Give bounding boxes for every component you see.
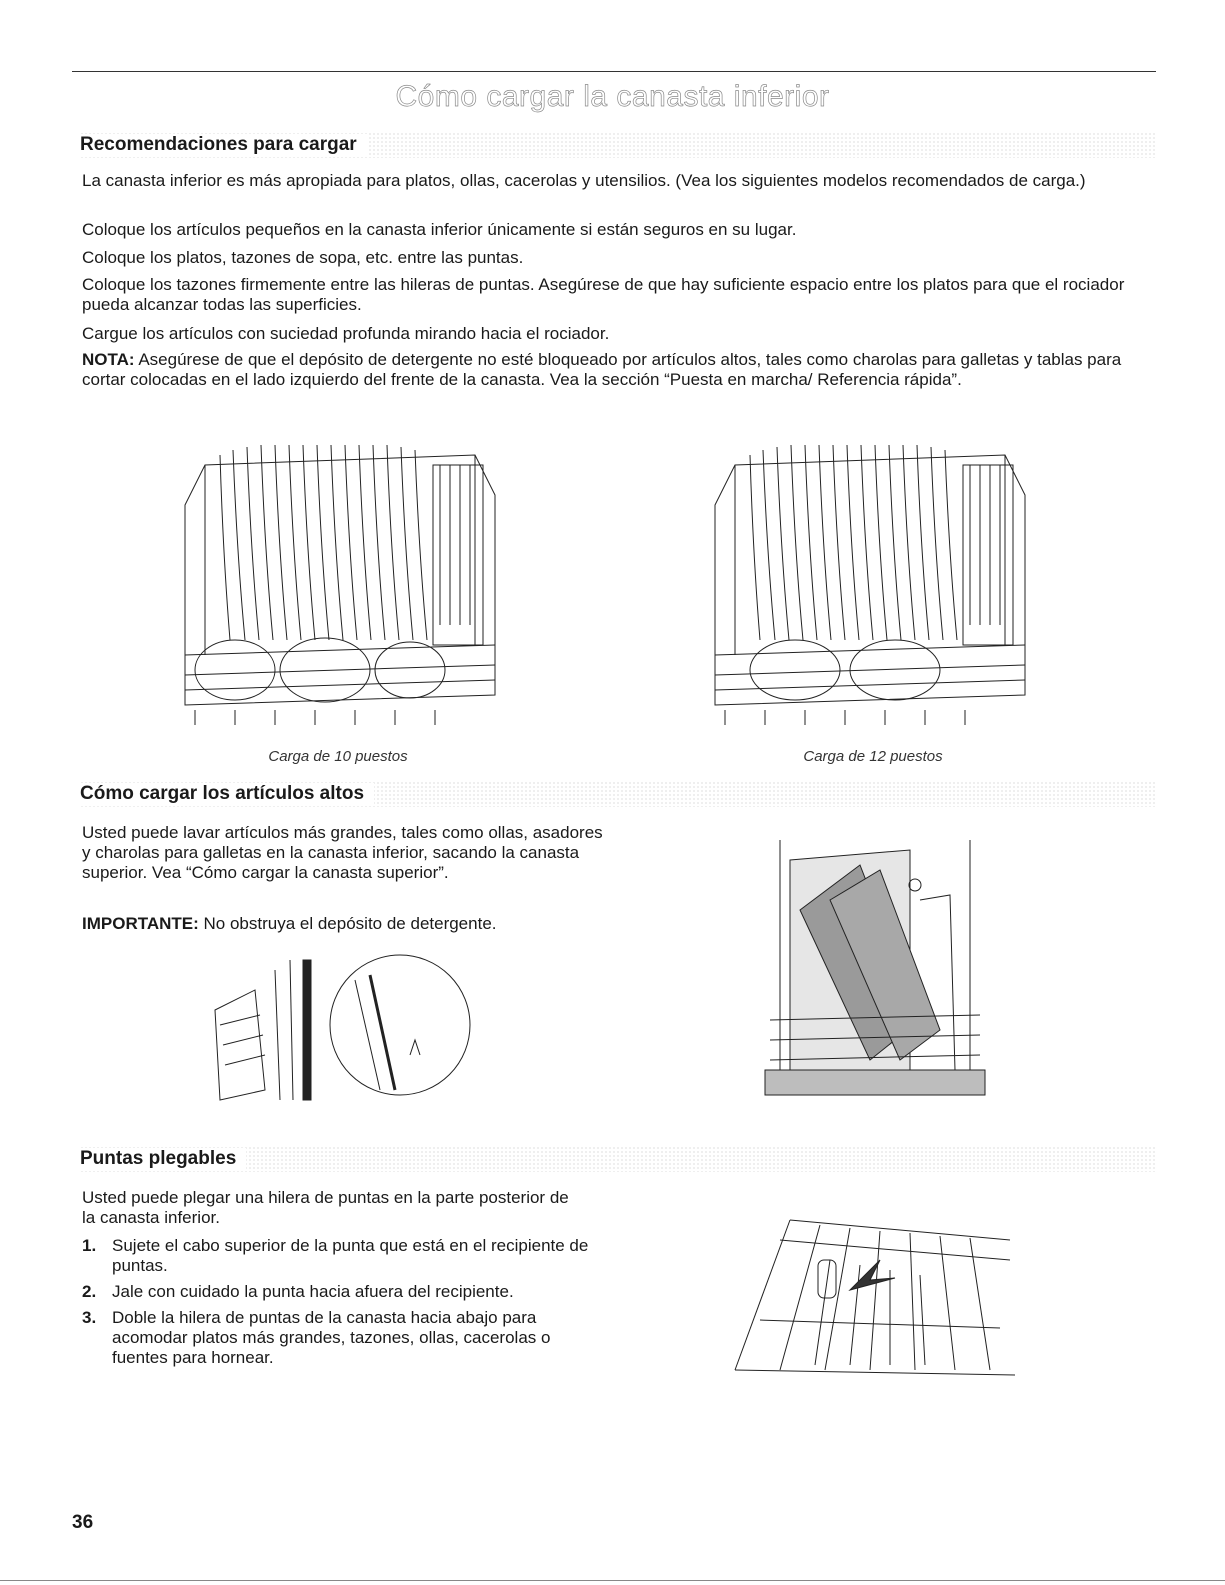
figure-caption: Carga de 10 puestos [268,748,408,765]
page-number: 36 [72,1512,94,1533]
step-text: Sujete el cabo superior de la punta que está en el recipiente de puntas. [112,1236,589,1275]
step-text: Jale con cuidado la punta hacia afuera del recipiente. [112,1282,514,1301]
list-item [82,1236,602,1276]
detergent-dispenser-illustration [205,950,495,1110]
step-number: 3. [82,1308,97,1327]
paragraph: Usted puede lavar artículos más grandes, tales como ollas, asadores y charolas para galletas en la canasta inferior, sacando la canasta superior. Vea “Cómo cargar la canasta superior”. [82,823,603,882]
steps-list [82,1236,602,1374]
list-item [82,1308,602,1368]
bottom-rule [0,1580,1225,1581]
section-heading-fold-down-tines [80,1146,1156,1172]
important-text: No obstruya el depósito de detergente. [198,914,497,933]
important-label: IMPORTANTE: [82,914,199,933]
paragraph: Cargue los artículos con suciedad profunda mirando hacia el rociador. [82,324,610,343]
step-text: Doble la hilera de puntas de la canasta hacia abajo para acomodar platos más grandes, tazones, ollas, cacerolas o fuentes para hornear. [112,1308,551,1367]
note-text: Asegúrese de que el depósito de detergente no esté bloqueado por artículos altos, tales como charolas para galletas y tablas para cortar colocadas en el lado izquierdo del frente de la canasta. Vea la sección “Puesta en marcha/ Referencia rápida”. [82,350,1122,389]
figure-caption: Carga de 12 puestos [803,748,943,765]
top-rule [72,71,1156,72]
note-label: NOTA: [82,350,135,369]
paragraph: La canasta inferior es más apropiada para platos, ollas, cacerolas y utensilios. (Vea los siguientes modelos recomendados de carga.) [82,171,1086,190]
section-heading-loading-tips [80,132,1156,158]
fold-tines-illustration [730,1200,1020,1380]
section-heading-label: Puntas plegables [80,1148,246,1169]
page-title: Cómo cargar la canasta inferior [395,80,830,113]
section-heading-label: Recomendaciones para cargar [80,134,367,155]
rack-12-place-illustration [705,425,1035,735]
important-paragraph [82,914,612,934]
section-heading-tall-items [80,781,1156,807]
step-number: 2. [82,1282,97,1301]
paragraph: Coloque los artículos pequeños en la canasta inferior únicamente si están seguros en su lugar. [82,220,797,239]
note-paragraph [82,350,1142,390]
rack-10-place-illustration [175,425,505,735]
paragraph: Usted puede plegar una hilera de puntas en la parte posterior de la canasta inferior. [82,1188,569,1227]
step-number: 1. [82,1236,97,1255]
section-heading-label: Cómo cargar los artículos altos [80,783,374,804]
cookie-sheet-loading-illustration [760,820,990,1100]
paragraph: Coloque los tazones firmemente entre las hileras de puntas. Asegúrese de que hay suficiente espacio entre los platos para que el rociador pueda alcanzar todas las superficies. [82,275,1125,314]
list-item [82,1282,602,1302]
paragraph: Coloque los platos, tazones de sopa, etc. entre las puntas. [82,248,524,267]
